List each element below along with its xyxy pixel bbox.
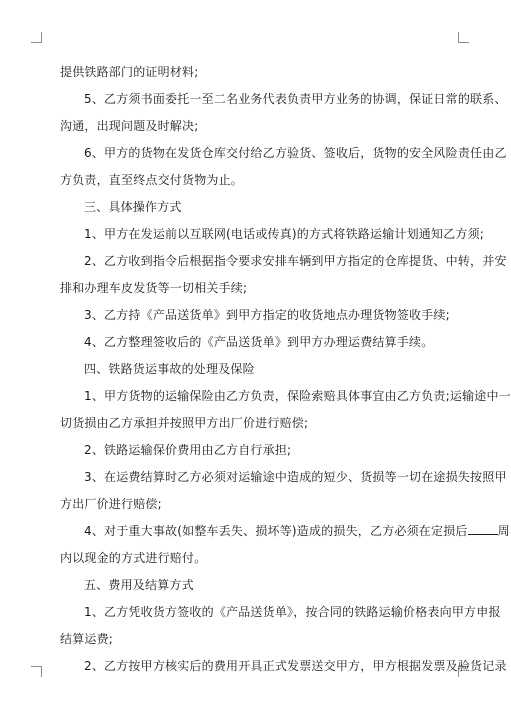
crop-mark-bottom-left [31, 666, 42, 677]
paragraph-line: 2、铁路运输保价费用由乙方自行承担; [84, 443, 292, 457]
paragraph-line: 排和办理车皮发货等一切相关手续; [60, 281, 248, 295]
section-heading: 四、铁路货运事故的处理及保险 [84, 362, 255, 376]
paragraph-line: 1、甲方在发运前以互联网(电话或传真)的方式将铁路运输计划通知乙方须; [84, 227, 485, 241]
paragraph-line: 1、甲方货物的运输保险由乙方负责，保险索赔具体事宜由乙方负责;运输途中一 [84, 389, 511, 403]
paragraph-line: 沟通，出现问题及时解决; [60, 119, 199, 133]
document-body [60, 64, 511, 674]
paragraph-line: 5、乙方须书面委托一至二名业务代表负责甲方业务的协调，保证日常的联系、 [84, 92, 507, 106]
paragraph-line: 内以现金的方式进行赔付。 [60, 551, 207, 565]
paragraph-line: 2、乙方按甲方核实后的费用开具正式发票送交甲方，甲方根据发票及验货记录 [84, 659, 507, 673]
fill-in-blank [468, 523, 498, 535]
paragraph-line: 方负责，直至终点交付货物为止。 [60, 173, 244, 187]
section-heading: 三、具体操作方式 [84, 200, 182, 214]
paragraph-line: 方出厂价进行赔偿; [60, 497, 162, 511]
line-text: 4、对于重大事故(如整车丢失、损坏等)造成的损失，乙方必须在定损后 [84, 524, 468, 538]
paragraph-line: 切货损由乙方承担并按照甲方出厂价进行赔偿; [60, 416, 309, 430]
section-heading: 五、费用及结算方式 [84, 578, 194, 592]
crop-mark-top-left [31, 32, 42, 43]
paragraph-line: 提供铁路部门的证明材料; [60, 65, 199, 79]
paragraph-line: 结算运费; [60, 632, 114, 646]
paragraph-line: 3、在运费结算时乙方必须对运输途中造成的短少、货损等一切在途损失按照甲 [84, 470, 507, 484]
paragraph-line: 1、乙方凭收货方签收的《产品送货单》，按合同的铁路运输价格表向甲方申报 [84, 605, 501, 619]
crop-mark-top-right [458, 32, 469, 43]
paragraph-line: 2、乙方收到指令后根据指令要求安排车辆到甲方指定的仓库提货、中转，并安 [84, 254, 507, 268]
paragraph-line: 6、甲方的货物在发货仓库交付给乙方验货、签收后，货物的安全风险责任由乙 [84, 146, 507, 160]
paragraph-line [60, 523, 510, 539]
paragraph-line: 4、乙方整理签收后的《产品送货单》到甲方办理运费结算手续。 [84, 335, 434, 349]
line-text: 周 [497, 524, 510, 538]
paragraph-line: 3、乙方持《产品送货单》到甲方指定的收货地点办理货物签收手续; [84, 308, 450, 322]
